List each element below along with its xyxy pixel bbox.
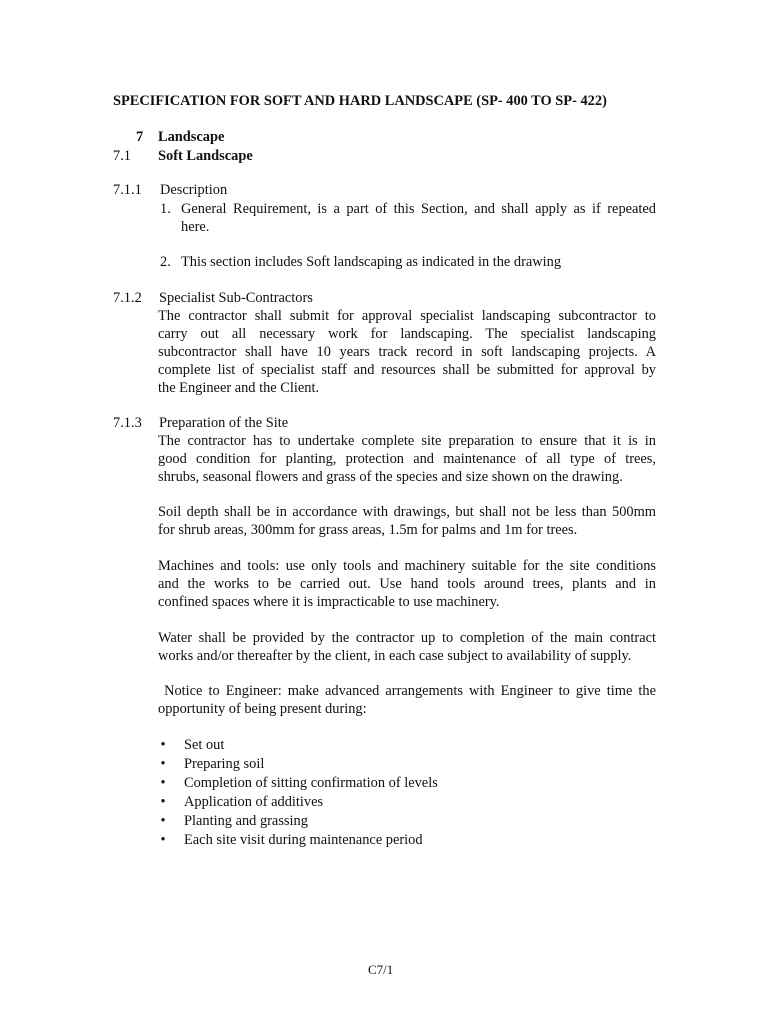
paragraph-line: confined spaces where it is impracticable to use machinery. [158,594,500,610]
section-7-1-1-number: 7.1.1 [113,182,142,198]
paragraph-line: subcontractor shall have 10 years track record in soft landscaping projects. A [158,344,656,360]
section-7-1-3-title: Preparation of the Site [159,415,289,431]
section-7-title: Landscape [158,129,225,145]
list-item-number: 2. [160,254,171,270]
bullet-icon: • [160,794,166,810]
paragraph-line: shrubs, seasonal flowers and grass of the species and size shown on the drawing. [158,469,623,485]
document-title: SPECIFICATION FOR SOFT AND HARD LANDSCAPE (SP- 400 TO SP- 422) [113,93,607,109]
section-7-1-1-title: Description [160,182,228,198]
paragraph-line: complete list of specialist staff and resources shall be submitted for approval by [158,362,656,378]
list-item-text: This section includes Soft landscaping as indicated in the drawing [181,254,562,270]
paragraph-line: opportunity of being present during: [158,701,367,717]
list-item-text: General Requirement, is a part of this Section, and shall apply as if repeated [181,201,656,217]
bullet-item: Each site visit during maintenance period [184,832,423,848]
paragraph-line: The contractor shall submit for approval specialist landscaping subcontractor to [158,308,656,324]
paragraph-line: and the works to be carried out. Use hand tools around trees, plants and in [158,576,656,592]
bullet-icon: • [160,737,166,753]
section-7-1-number: 7.1 [113,148,131,164]
section-7-1-2-number: 7.1.2 [113,290,142,306]
bullet-icon: • [160,775,166,791]
paragraph-line: Notice to Engineer: make advanced arrangements with Engineer to give time the [158,683,656,699]
paragraph-line: good condition for planting, protection and maintenance of all type of trees, [158,451,656,467]
section-7-1-3-number: 7.1.3 [113,415,142,431]
list-item-text-continued: here. [181,219,210,235]
paragraph-line: works and/or thereafter by the client, in each case subject to availability of supply. [158,648,632,664]
section-7-1-2-title: Specialist Sub-Contractors [159,290,313,306]
paragraph-line: Water shall be provided by the contractor up to completion of the main contract [158,630,656,646]
bullet-item: Preparing soil [184,756,265,772]
bullet-item: Planting and grassing [184,813,308,829]
paragraph-line: for shrub areas, 300mm for grass areas, 1.5m for palms and 1m for trees. [158,522,578,538]
paragraph-line: Machines and tools: use only tools and machinery suitable for the site conditions [158,558,656,574]
bullet-icon: • [160,813,166,829]
paragraph-line: carry out all necessary work for landscaping. The specialist landscaping [158,326,656,342]
section-7-1-title: Soft Landscape [158,148,253,164]
list-item-number: 1. [160,201,171,217]
bullet-icon: • [160,756,166,772]
bullet-icon: • [160,832,166,848]
page-number: C7/1 [368,962,394,977]
bullet-item: Set out [184,737,225,753]
bullet-item: Completion of sitting confirmation of levels [184,775,438,791]
section-7-number: 7 [136,129,144,145]
bullet-item: Application of additives [184,794,324,810]
paragraph-line: The contractor has to undertake complete site preparation to ensure that it is in [158,433,656,449]
paragraph-line: Soil depth shall be in accordance with drawings, but shall not be less than 500mm [158,504,656,520]
paragraph-line: the Engineer and the Client. [158,380,320,396]
